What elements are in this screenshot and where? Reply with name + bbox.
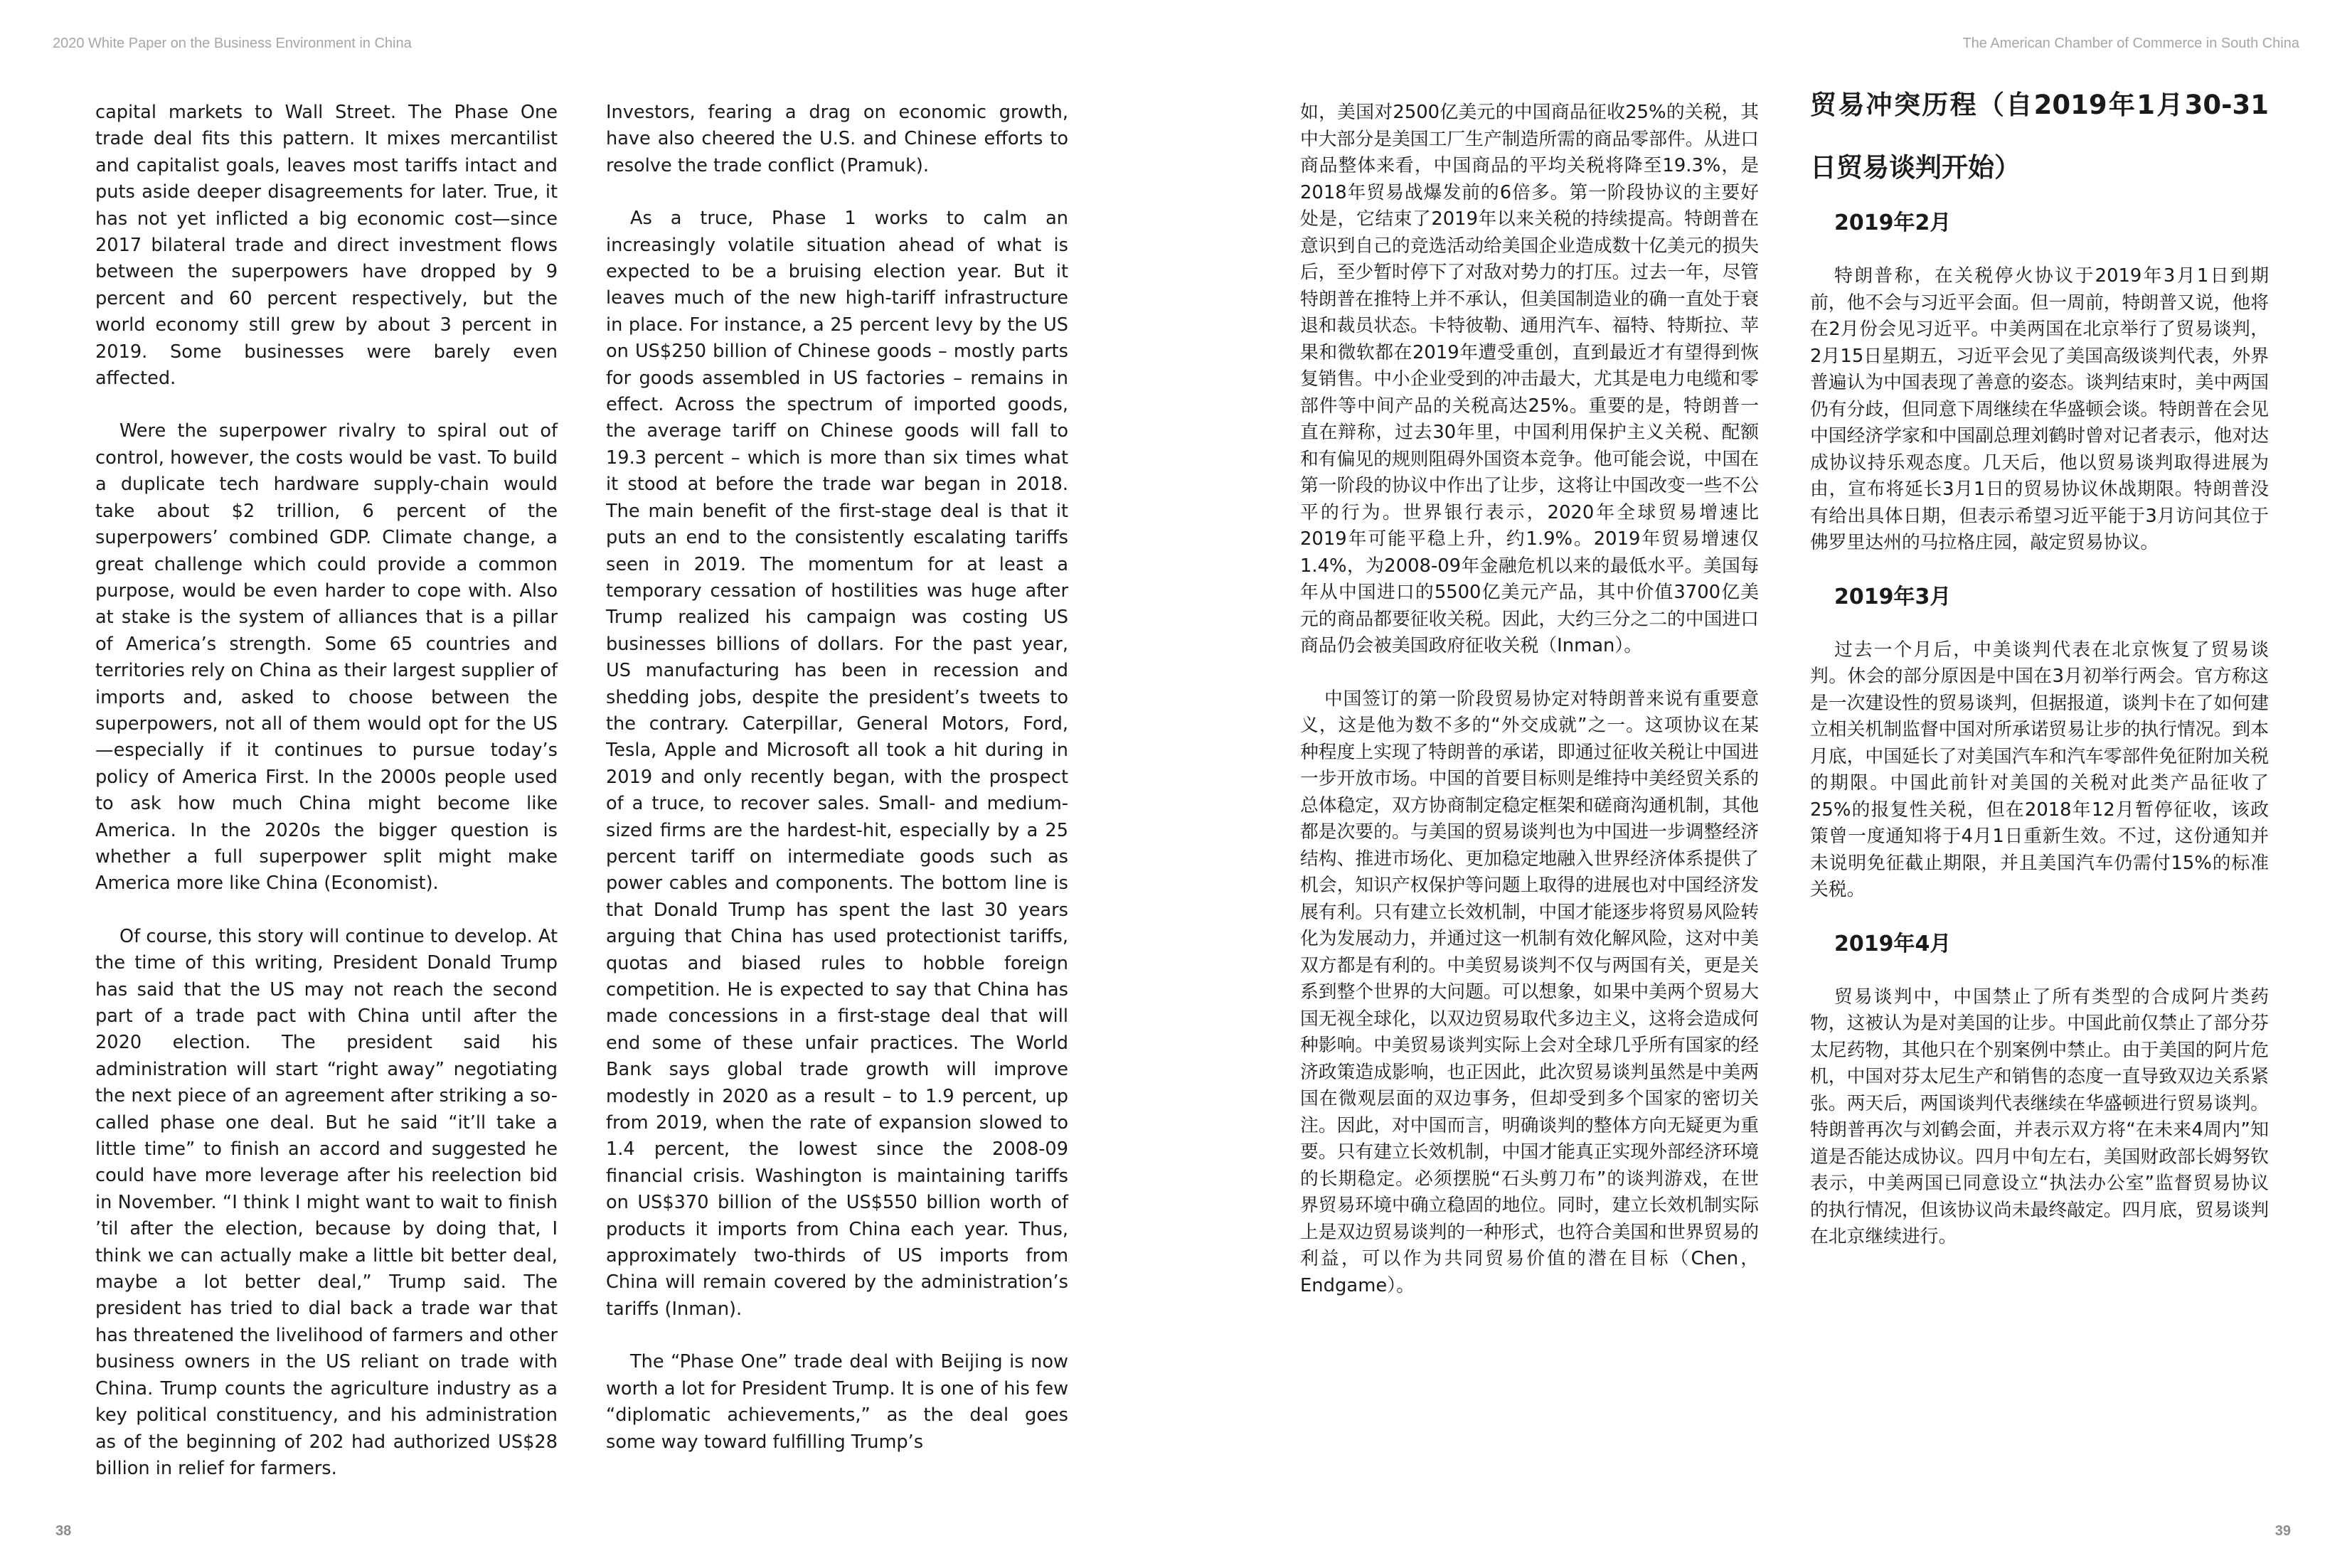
section-heading-apr: 2019年4月 (1834, 931, 1952, 956)
paragraph: 贸易谈判中，中国禁止了所有类型的合成阿片类药物，这被认为是对美国的让步。中国此前仅禁止了部分芬太尼药物，其他只在个别案例中禁止。由于美国的阿片危机，中国对芬太尼生产和销售的态度一直导致双边关系紧张。两天后，两国谈判代表继续在华盛顿进行贸易谈判。特朗普再次与刘鹤会面，并表示双方将“在未来4周内”知道是否能达成协议。四月中旬左右，美国财政部长姆努钦表示，中美两国已同意设立“执法办公室”监督贸易协议的执行情况，但该协议尚未最终敲定。四月底，贸易谈判在北京继续进行。 (1810, 986, 2269, 1247)
english-column-2 (606, 100, 1068, 1482)
paragraph: Of course, this story will continue to develop. At the time of this writing, President Donald Trump has said that the US may not reach the second part of a trade pact with China until after the 2020 election. The president said his administration will start “right away” negotiating the next piece of an agreement after striking a so-called phase one deal. But he said “it’ll take a little time” to finish an accord and suggested he could have more leverage after his reelection bid in November. “I think I might want to wait to finish ’til after the election, because by doing that, I think we can actually make a little bit better deal, maybe a lot better deal,” Trump said. The president has tried to dial back a trade war that has threatened the livelihood of farmers and other business owners in the US reliant on trade with China. Trump counts the agriculture industry as a key political constituency, and his administration as of the beginning of 202 had authorized US$28 billion in relief for farmers. (95, 925, 558, 1479)
paragraph: 中国签订的第一阶段贸易协定对特朗普来说有重要意义，这是他为数不多的“外交成就”之一。这项协议在某种程度上实现了特朗普的承诺，即通过征收关税让中国进一步开放市场。中国的首要目标则是维持中美经贸关系的总体稳定，双方协商制定稳定框架和磋商沟通机制，其他都是次要的。与美国的贸易谈判也为中国进一步调整经济结构、推进市场化、更加稳定地融入世界经济体系提供了机会，知识产权保护等问题上取得的进展也对中国经济发展有利。只有建立长效机制，中国才能逐步将贸易风险转化为发展动力，并通过这一机制有效化解风险，这对中美双方都是有利的。中美贸易谈判不仅与两国有关，更是关系到整个世界的大问题。可以想象，如果中美两个贸易大国无视全球化，以双边贸易取代多边主义，这将会造成何种影响。中美贸易谈判实际上会对全球几乎所有国家的经济政策造成影响，也正因此，此次贸易谈判虽然是中美两国在微观层面的双边事务，但却受到多个国家的密切关注。因此，对中国而言，明确谈判的整体方向无疑更为重要。只有建立长效机制，中国才能真正实现外部经济环境的长期稳定。必须摆脱“石头剪刀布”的谈判游戏，在世界贸易环境中确立稳固的地位。同时，建立长效机制实际上是双边贸易谈判的一种形式，也符合美国和世界贸易的利益，可以作为共同贸易价值的潜在目标（Chen，Endgame）。 (1300, 688, 1759, 1296)
page-number-left: 38 (55, 1523, 72, 1539)
paragraph: Investors, fearing a drag on economic growth, have also cheered the U.S. and Chinese efforts to resolve the trade conflict (Pramuk). (606, 102, 1068, 176)
paragraph: 如，美国对2500亿美元的中国商品征收25%的关税，其中大部分是美国工厂生产制造所需的商品零部件。从进口商品整体来看，中国商品的平均关税将降至19.3%，是2018年贸易战爆发前的6倍多。第一阶段协议的主要好处是，它结束了2019年以来关税的持续提高。特朗普在意识到自己的竞选活动给美国企业造成数十亿美元的损失后，至少暂时停下了对敌对势力的打压。过去一年，尽管特朗普在推特上并不承认，但美国制造业的确一直处于衰退和裁员状态。卡特彼勒、通用汽车、福特、特斯拉、苹果和微软都在2019年遭受重创，直到最近才有望得到恢复销售。中小企业受到的冲击最大，尤其是电力电缆和零部件等中间产品的关税高达25%。重要的是，特朗普一直在辩称，过去30年里，中国利用保护主义关税、配额和有偏见的规则阻碍外国资本竞争。他可能会说，中国在第一阶段的协议中作出了让步，这将让中国改变一些不公平的行为。世界银行表示，2020年全球贸易增速比2019年可能平稳上升，约1.9%。2019年贸易增速仅1.4%，为2008-09年金融危机以来的最低水平。美国每年从中国进口的5500亿美元产品，其中价值3700亿美元的商品都要征收关税。因此，大约三分之二的中国进口商品仍会被美国政府征收关税（Inman）。 (1300, 102, 1759, 656)
page-number-right: 39 (2274, 1523, 2291, 1539)
paragraph: capital markets to Wall Street. The Phase One trade deal fits this pattern. It mixes mercantilist and capitalist goals, leaves most tariffs intact and puts aside deeper disagreements for later. True, it has not yet inflicted a big economic cost—since 2017 bilateral trade and direct investment flows between the superpowers have dropped by 9 percent and 60 percent respectively, but the world economy still grew by about 3 percent in 2019. Some businesses were barely even affected. (95, 102, 558, 390)
chinese-column-1 (1300, 100, 1759, 1326)
section-heading-mar: 2019年3月 (1834, 584, 1952, 609)
running-header-right: The American Chamber of Commerce in South China (1962, 36, 2299, 51)
running-header-left: 2020 White Paper on the Business Environment in China (53, 36, 412, 51)
chinese-column-2 (1810, 90, 2269, 1277)
paragraph: 特朗普称，在关税停火协议于2019年3月1日到期前，他不会与习近平会面。但一周前，特朗普又说，他将在2月份会见习近平。中美两国在北京举行了贸易谈判，2月15日星期五，习近平会见了美国高级谈判代表，外界普遍认为中国表现了善意的姿态。谈判结束时，美中两国仍有分歧，但同意下周继续在华盛顿会谈。特朗普在会见中国经济学家和中国副总理刘鹤时曾对记者表示，他对达成协议持乐观态度。几天后，他以贸易谈判取得进展为由，宣布将延长3月1日的贸易协议休战期限。特朗普没有给出具体日期，但表示希望习近平能于3月访问其位于佛罗里达州的马拉格庄园，敲定贸易协议。 (1810, 265, 2269, 553)
paragraph: The “Phase One” trade deal with Beijing is now worth a lot for President Trump. It is one of his few “diplomatic achievements,” as the deal goes some way toward fulfilling Trump’s (606, 1351, 1068, 1453)
section-title: 贸易冲突历程（自2019年1月30-31日贸易谈判开始） (1810, 90, 2269, 183)
section-heading-feb: 2019年2月 (1834, 210, 1952, 235)
paragraph: As a truce, Phase 1 works to calm an increasingly volatile situation ahead of what is expected to be a bruising election year. But it leaves much of the new high-tariff infrastructure in place. For instance, a 25 percent levy by the US on US$250 billion of Chinese goods – mostly parts for goods assembled in US factories – remains in effect. Across the spectrum of imported goods, the average tariff on Chinese goods will fall to 19.3 percent – which is more than six times what it stood at before the trade war began in 2018. The main benefit of the first-stage deal is that it puts an end to the consistently escalating tariffs seen in 2019. The momentum for at least a temporary cessation of hostilities was huge after Trump realized his campaign was costing US businesses billions of dollars. For the past year, US manufacturing has been in recession and shedding jobs, despite the president’s tweets to the contrary. Caterpillar, General Motors, Ford, Tesla, Apple and Microsoft all took a hit during in 2019 and only recently began, with the prospect of a truce, to recover sales. Small- and medium-sized firms are the hardest-hit, especially by a 25 percent tariff on intermediate goods such as power cables and components. The bottom line is that Donald Trump has spent the last 30 years arguing that China has used protectionist tariffs, quotas and biased rules to hobble foreign competition. He is expected to say that China has made concessions in a first-stage deal that will end some of these unfair practices. The World Bank says global trade growth will improve modestly in 2020 as a result – to 1.9 percent, up from 2019, when the rate of expansion slowed to 1.4 percent, the lowest since the 2008-09 financial crisis. Washington is maintaining tariffs on US$370 billion of the US$550 billion worth of products it imports from China each year. Thus, approximately two-thirds of US imports from China will remain covered by the administration’s tariffs (Inman). (606, 208, 1068, 1320)
paragraph: Were the superpower rivalry to spiral out of control, however, the costs would be vast. To build a duplicate tech hardware supply-chain would take about $2 trillion, 6 percent of the superpowers’ combined GDP. Climate change, a great challenge which could provide a common purpose, would be even harder to cope with. Also at stake is the system of alliances that is a pillar of America’s strength. Some 65 countries and territories rely on China as their largest supplier of imports and, asked to choose between the superpowers, not all of them would opt for the US—especially if it continues to pursue today’s policy of America First. In the 2000s people used to ask how much China might become like America. In the 2020s the bigger question is whether a full superpower split might make America more like China (Economist). (95, 420, 558, 895)
paragraph: 过去一个月后，中美谈判代表在北京恢复了贸易谈判。休会的部分原因是中国在3月初举行两会。官方称这是一次建设性的贸易谈判，但据报道，谈判卡在了如何建立相关机制监督中国对所承诺贸易让步的执行情况。到本月底，中国延长了对美国汽车和汽车零部件免征附加关税的期限。中国此前针对美国的关税对此类产品征收了25%的报复性关税，但在2018年12月暂停征收，该政策曾一度通知将于4月1日重新生效。不过，这份通知并未说明免征截止期限，并且美国汽车仍需付15%的标准关税。 (1810, 639, 2269, 900)
english-column-1 (95, 100, 558, 1508)
